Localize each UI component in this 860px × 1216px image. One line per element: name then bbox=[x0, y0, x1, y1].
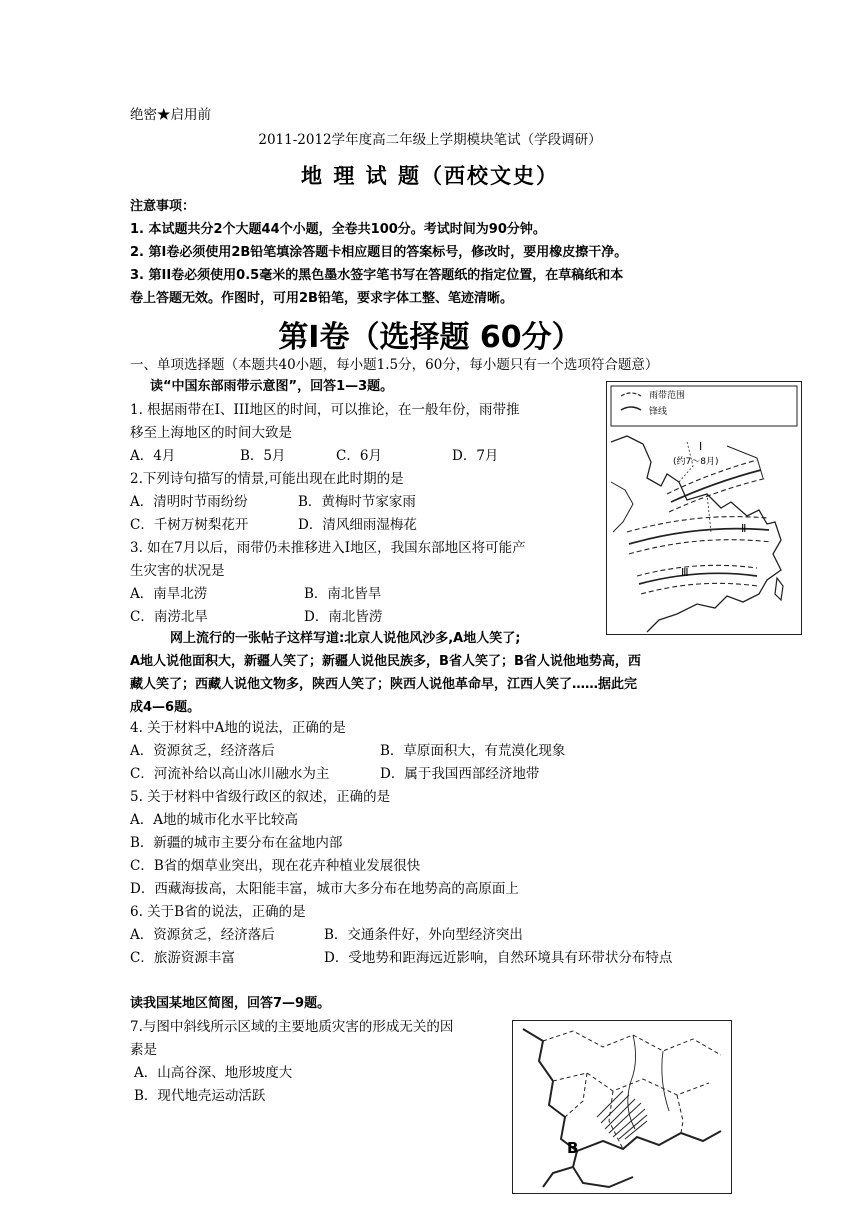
legend-rain-label: 雨带范围 bbox=[649, 391, 686, 401]
q6-option-b: B．交通条件好，外向型经济突出 bbox=[324, 927, 523, 943]
q2-option-b: B．黄梅时节家家雨 bbox=[298, 494, 416, 510]
secret-mark: 绝密★启用前 bbox=[130, 107, 211, 123]
notice-heading: 注意事项： bbox=[130, 199, 196, 214]
rain-belt-map-drawing bbox=[607, 382, 801, 634]
q4-option-a: A．资源贫乏，经济落后 bbox=[130, 743, 275, 759]
q4-text: 4. 关于材料中A地的说法，正确的是 bbox=[130, 720, 346, 736]
q2-option-d: D．清风细雨湿梅花 bbox=[298, 517, 417, 533]
region-i-label: Ⅰ bbox=[699, 440, 703, 453]
q7-text: 7.与图中斜线所示区域的主要地质灾害的形成无关的因 bbox=[130, 1019, 454, 1035]
region-iii-label: Ⅲ bbox=[681, 566, 689, 579]
section-intro: 一、单项选择题（本题共40小题，每小题1.5分，60分，每小题只有一个选项符合题意） bbox=[130, 357, 659, 373]
passage-line-2: A地人说他面积大，新疆人笑了；新疆人说他民族多，B省人笑了；B省人说他地势高，西 bbox=[130, 654, 641, 669]
page-title: 地 理 试 题（西校文史） bbox=[301, 164, 559, 188]
q2-text: 2.下列诗句描写的情景,可能出现在此时期的是 bbox=[130, 471, 404, 487]
notice-item-2: 2. 第Ⅰ卷必须使用2B铅笔填涂答题卡相应题目的答案标号，修改时，要用橡皮擦干净。 bbox=[130, 245, 628, 260]
region-i-time: (约7～8月) bbox=[673, 457, 719, 467]
q3-option-a: A．南旱北涝 bbox=[130, 586, 208, 602]
notice-item-3: 3. 第II卷必须使用0.5毫米的黑色墨水签字笔书写在答题纸的指定位置，在草稿纸和本 bbox=[130, 268, 624, 283]
q6-option-c: C．旅游资源丰富 bbox=[130, 950, 235, 966]
region-ii-label: Ⅱ bbox=[741, 522, 747, 535]
q5-option-b: B．新疆的城市主要分布在盆地内部 bbox=[130, 835, 343, 851]
q3-option-b: B．南北皆旱 bbox=[304, 586, 382, 602]
q3-option-c: C．南涝北旱 bbox=[130, 609, 208, 625]
passage-line-4: 成4—6题。 bbox=[130, 700, 201, 715]
q1-option-b: B．5月 bbox=[240, 448, 286, 464]
passage-line-1: 网上流行的一张帖子这样写道:北京人说他风沙多,A地人笑了; bbox=[170, 631, 521, 646]
q5-option-a: A．A地的城市化水平比较高 bbox=[130, 812, 298, 828]
notice-item-1: 1. 本试题共分2个大题44个小题，全卷共100分。考试时间为90分钟。 bbox=[130, 222, 546, 237]
q1-option-a: A．4月 bbox=[130, 448, 176, 464]
q6-option-a: A．资源贫乏，经济落后 bbox=[130, 927, 275, 943]
section-title: 第Ⅰ卷（选择题 60分） bbox=[278, 320, 582, 355]
q4-option-d: D．属于我国西部经济地带 bbox=[380, 766, 540, 782]
q6-option-d: D．受地势和距海远近影响，自然环境具有环带状分布特点 bbox=[324, 950, 673, 966]
region-map-drawing bbox=[513, 1021, 731, 1193]
q7-option-a: A．山高谷深、地形坡度大 bbox=[134, 1065, 293, 1081]
rain-belt-map bbox=[606, 381, 802, 635]
q1-option-c: C．6月 bbox=[336, 448, 382, 464]
group1-prompt: 读“中国东部雨带示意图”，回答1—3题。 bbox=[150, 379, 394, 394]
legend-front-label: 锋线 bbox=[649, 407, 668, 417]
q7-text-cont: 素是 bbox=[130, 1042, 157, 1058]
q5-option-c: C．B省的烟草业突出，现在花卉种植业发展很快 bbox=[130, 858, 421, 874]
q2-option-c: C．千树万树梨花开 bbox=[130, 517, 249, 533]
q3-text: 3. 如在7月以后，雨带仍未推移进入Ⅰ地区，我国东部地区将可能产 bbox=[130, 540, 526, 556]
region-b-label: B bbox=[567, 1139, 579, 1157]
q4-option-c: C．河流补给以高山冰川融水为主 bbox=[130, 766, 330, 782]
q3-option-d: D．南北皆涝 bbox=[304, 609, 383, 625]
group3-prompt: 读我国某地区简图，回答7—9题。 bbox=[130, 996, 331, 1011]
exam-line: 2011-2012学年度高二年级上学期模块笔试（学段调研） bbox=[258, 132, 602, 148]
q5-text: 5. 关于材料中省级行政区的叙述，正确的是 bbox=[130, 789, 391, 805]
q5-option-d: D．西藏海拔高，太阳能丰富，城市大多分布在地势高的高原面上 bbox=[130, 881, 519, 897]
q1-text-cont: 移至上海地区的时间大致是 bbox=[130, 425, 292, 441]
q1-text: 1. 根据雨带在Ⅰ、III地区的时间，可以推论，在一般年份，雨带推 bbox=[130, 402, 520, 418]
passage-line-3: 藏人笑了；西藏人说他文物多，陕西人笑了；陕西人说他革命早，江西人笑了……据此完 bbox=[130, 677, 638, 692]
q1-option-d: D．7月 bbox=[452, 448, 499, 464]
region-map bbox=[512, 1020, 732, 1194]
q6-text: 6. 关于B省的说法，正确的是 bbox=[130, 904, 306, 920]
notice-item-3-cont: 卷上答题无效。作图时，可用2B铅笔，要求字体工整、笔迹清晰。 bbox=[130, 291, 513, 306]
q4-option-b: B．草原面积大，有荒漠化现象 bbox=[380, 743, 566, 759]
q7-option-b: B．现代地壳运动活跃 bbox=[134, 1088, 266, 1104]
q3-text-cont: 生灾害的状况是 bbox=[130, 563, 225, 579]
q2-option-a: A．清明时节雨纷纷 bbox=[130, 494, 248, 510]
